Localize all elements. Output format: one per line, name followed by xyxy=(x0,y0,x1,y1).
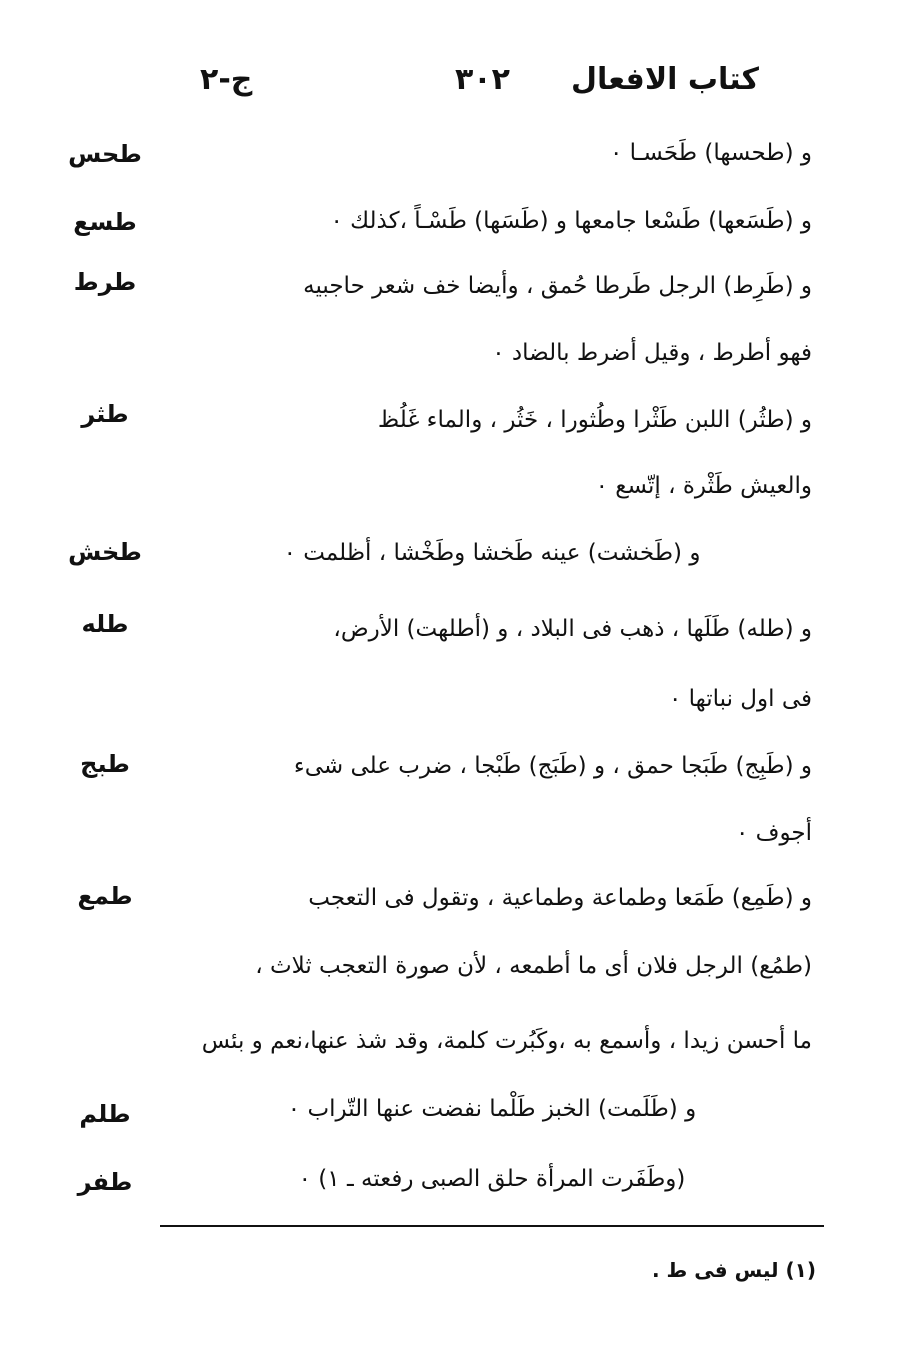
entry-text-line: و (طثُر) اللبن طَثْرا وطُثورا ، خَثُر ، والماء غَلُظ xyxy=(377,407,812,433)
entry-text-line: و (طَخشت) عينه طَخشا وطَخْشا ، أظلمت ٠ xyxy=(283,540,701,566)
entry-text-line: (طمُع) الرجل فلان أى ما أطمعه ، لأن صورة التعجب ثلاث ، xyxy=(255,953,812,979)
entry-headword: طحس xyxy=(68,140,142,168)
page-number: ٣٠٢ xyxy=(455,62,510,97)
entry-headword: طبج xyxy=(80,750,130,778)
footnote: (١) ليس فى ط . xyxy=(652,1258,816,1282)
entry-text-line: و (طَبِج) طَبَجا حمق ، و (طَبَج) طَبْجا ، ضرب على شىء xyxy=(293,753,812,779)
entry-text-line: أجوف ٠ xyxy=(735,820,812,846)
book-title: كتاب الافعال xyxy=(570,62,759,97)
entry-text-line: و (طله) طَلَها ، ذهب فى البلاد ، و (أطلهت) الأرض، xyxy=(333,616,812,642)
entry-headword: طله xyxy=(81,610,129,638)
entry-headword: طسع xyxy=(73,208,137,236)
entry-text-line: و (طَمِع) طَمَعا وطماعة وطماعية ، وتقول فى التعجب xyxy=(308,885,812,911)
footnote-divider xyxy=(160,1225,824,1227)
entry-text-line: والعيش طَثْرة ، إتّسع ٠ xyxy=(595,473,812,499)
entry-text-line: و (طحسها) طَحَسـا ٠ xyxy=(609,140,812,166)
entry-headword: طخش xyxy=(68,538,142,566)
entry-text-line: فى اول نباتها ٠ xyxy=(668,686,812,712)
entry-text-line: و (طَرِط) الرجل طَرطا حُمق ، وأيضا خف شعر حاجبيه xyxy=(303,273,812,299)
entry-headword: طلم xyxy=(79,1100,131,1128)
entry-text-line: و (طَلَمت) الخبز طَلْما نفضت عنها التّراب ٠ xyxy=(287,1096,697,1122)
entry-text-line: فهو أطرط ، وقيل أضرط بالضاد ٠ xyxy=(492,340,812,366)
entry-text-line: و (طَسَعها) طَسْعا جامعها و (طَسَها) طَسْـاً ،كذلك ٠ xyxy=(330,208,812,234)
entry-text-line: ما أحسن زيدا ، وأسمع به ،وكَبُرت كلمة، وقد شذ عنها،نعم و بئس xyxy=(201,1028,812,1054)
entry-headword: طمع xyxy=(77,882,133,910)
entry-headword: طفر xyxy=(77,1168,133,1196)
entry-text-line: (وطَفَرت المرأة حلق الصبى رفعته ـ ١) ٠ xyxy=(298,1166,686,1192)
entry-headword: طثر xyxy=(81,400,129,428)
volume-number: ج-٢ xyxy=(200,62,253,97)
entry-headword: طرط xyxy=(73,268,137,296)
